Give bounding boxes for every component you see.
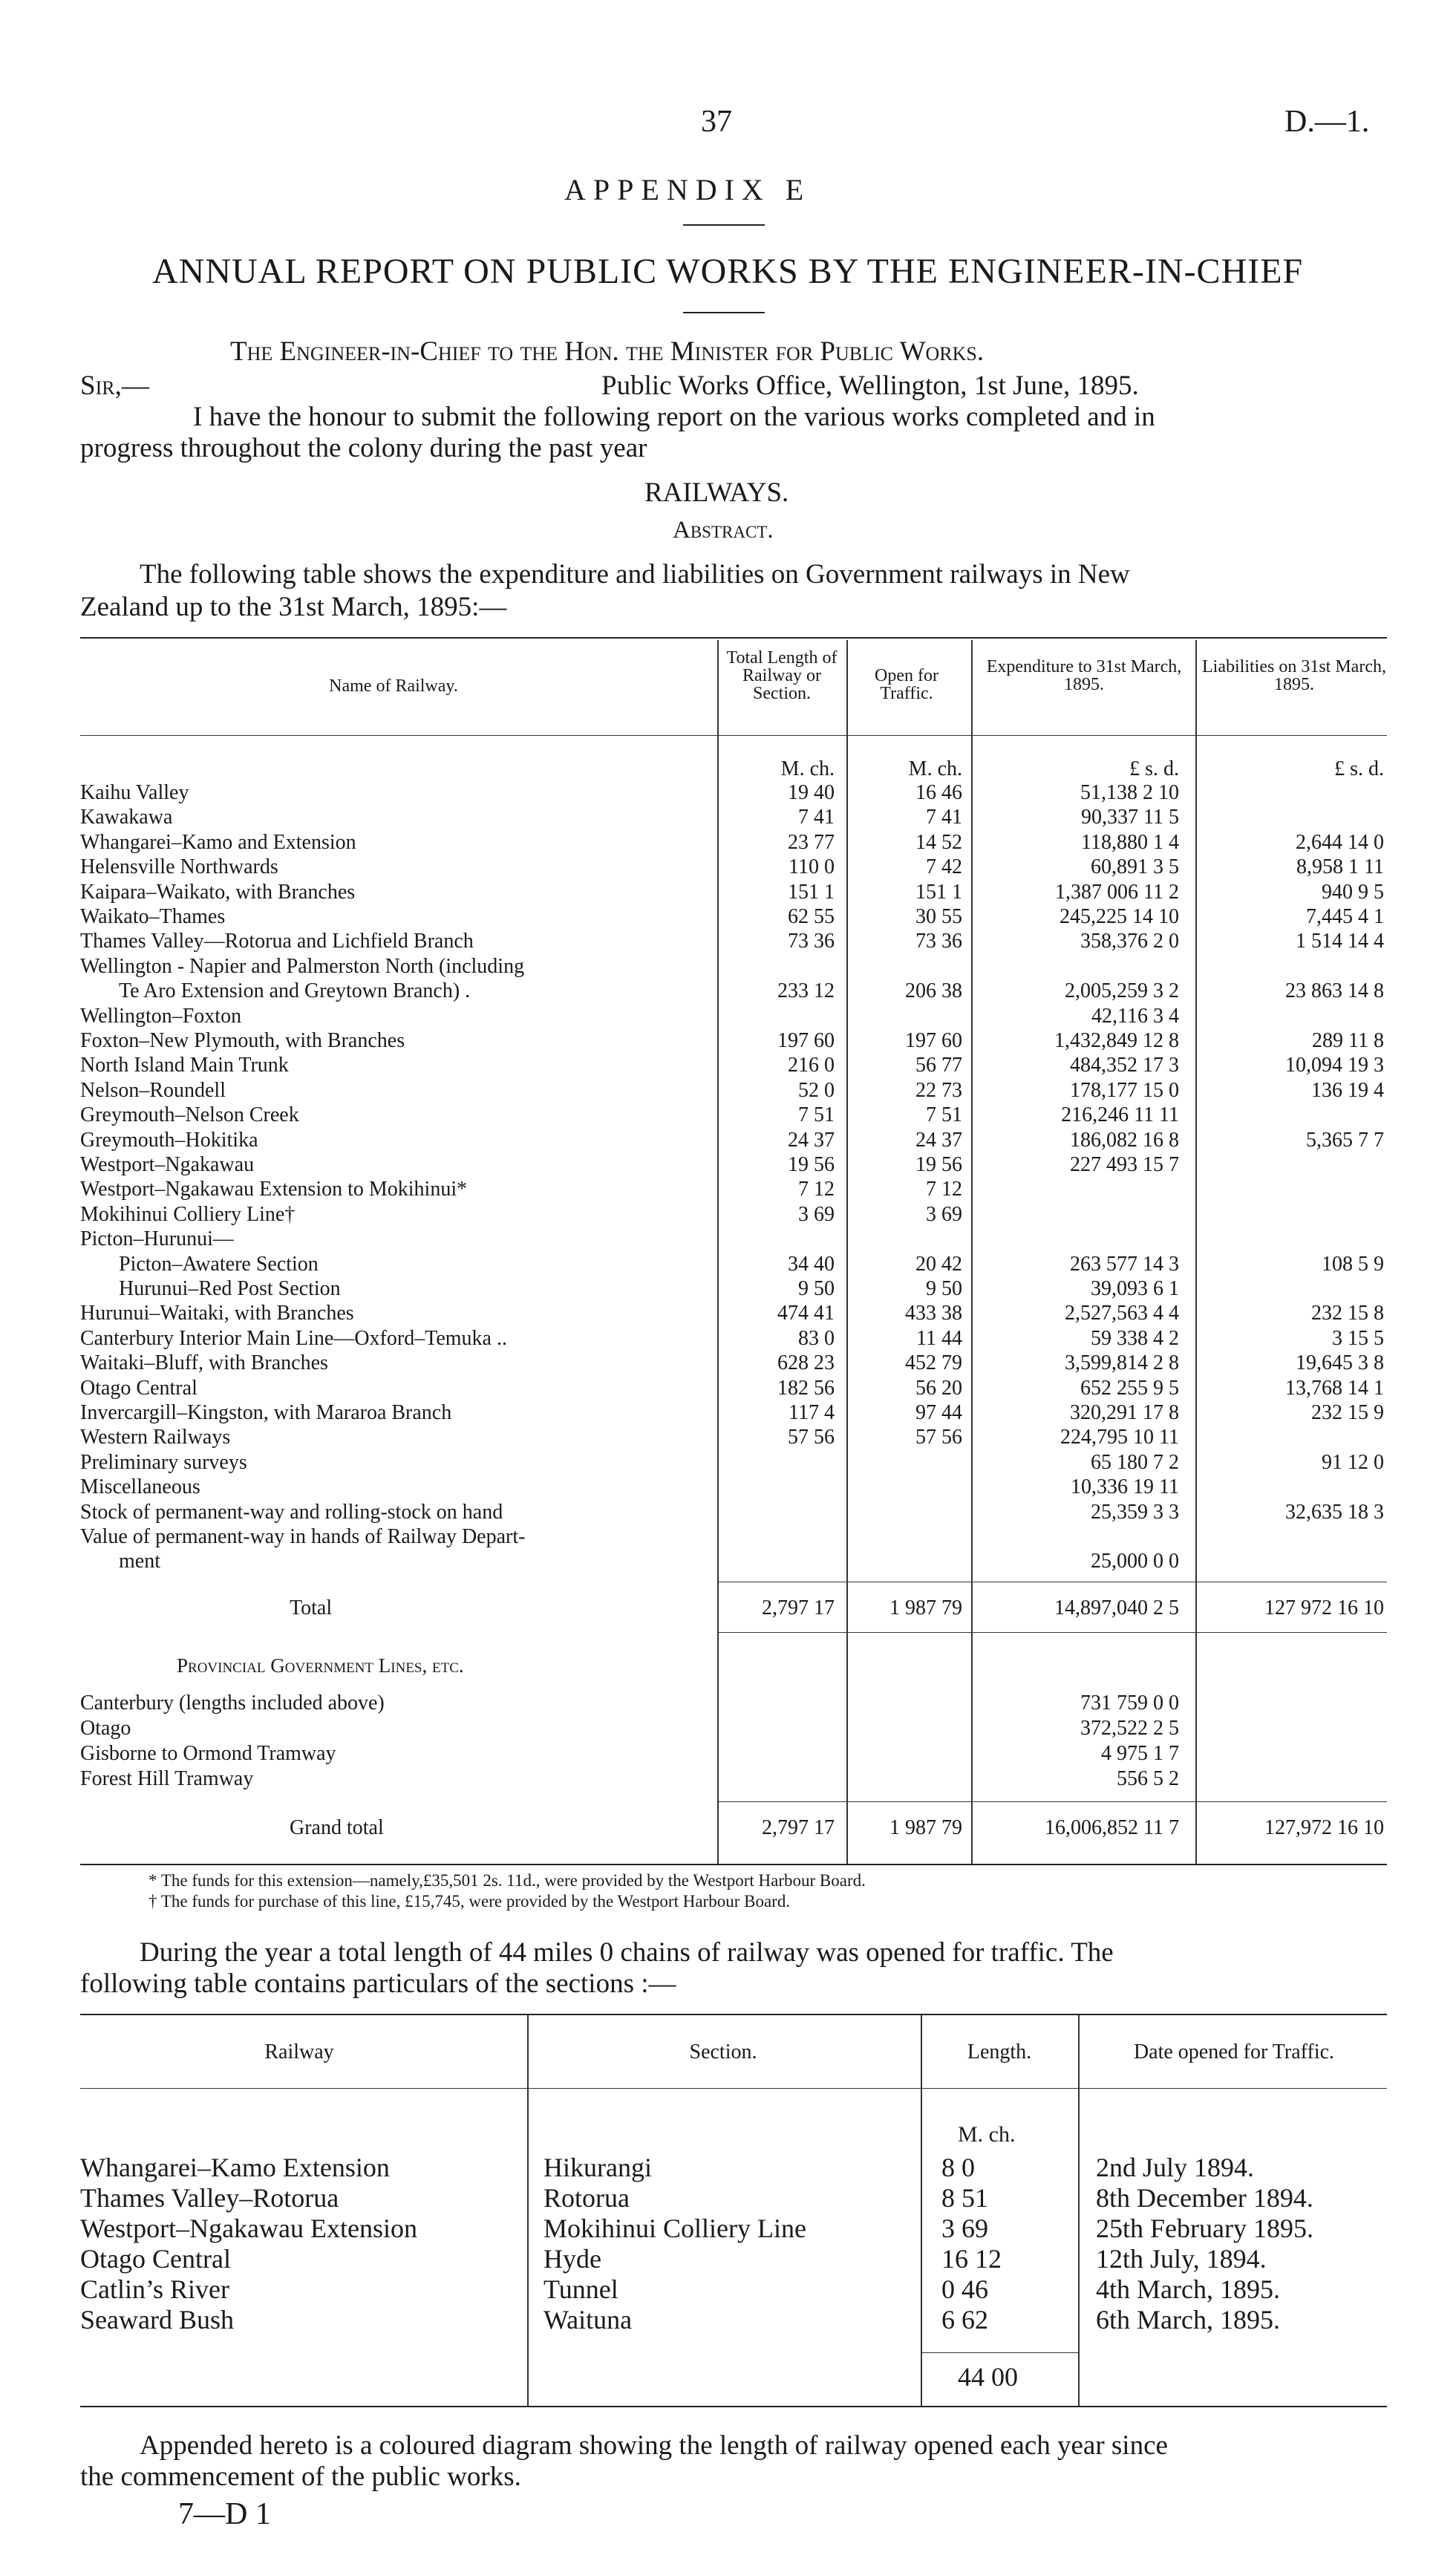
railway-open-length: 56 20 (915, 1377, 962, 1400)
railway-open-length: 16 46 (915, 781, 962, 804)
railway-name: Hurunui–Red Post Section (119, 1277, 341, 1300)
column-divider (846, 640, 848, 1865)
railway-expenditure: 186,082 16 8 (1070, 1129, 1179, 1152)
column-header-liabilities: Liabilities on 31st March, 1895. (1202, 657, 1386, 694)
railway-liabilities: 136 19 4 (1311, 1079, 1384, 1102)
grand-total-open: 1 987 79 (889, 1816, 962, 1839)
railway-expenditure: 3,599,814 2 8 (1065, 1351, 1179, 1374)
unit-label: £ s. d. (1129, 757, 1179, 780)
opened-intro-line-1: During the year a total length of 44 miles 0 chains of railway was opened for traffic. The (140, 1937, 1114, 1968)
total-expenditure: 14,897,040 2 5 (1054, 1596, 1179, 1619)
section-railway: Thames Valley–Rotorua (80, 2183, 339, 2213)
unit-label: M. ch. (908, 757, 962, 780)
railway-liabilities: 108 5 9 (1322, 1253, 1384, 1276)
abstract-intro-line-1: The following table shows the expenditure and liabilities on Government railways in New (140, 559, 1130, 590)
railway-expenditure: 216,246 11 11 (1061, 1103, 1179, 1126)
railway-length: 19 40 (788, 781, 835, 804)
railway-liabilities: 23 863 14 8 (1285, 979, 1384, 1002)
provincial-line-name: Gisborne to Ormond Tramway (80, 1742, 336, 1765)
railway-name: Helensville Northwards (80, 855, 278, 878)
railway-expenditure: 484,352 17 3 (1070, 1054, 1179, 1077)
table-bottom-rule (80, 1864, 1387, 1865)
grand-total-expenditure: 16,006,852 11 7 (1045, 1816, 1179, 1839)
appendix-heading: APPENDIX E (564, 173, 812, 206)
railway-open-length: 14 52 (915, 831, 962, 854)
railway-name: Waikato–Thames (80, 905, 226, 928)
section-name: Hikurangi (543, 2153, 652, 2182)
railway-expenditure: 39,093 6 1 (1091, 1277, 1179, 1300)
section-railway: Whangarei–Kamo Extension (80, 2153, 390, 2182)
railway-name: Te Aro Extension and Greytown Branch) . (119, 979, 471, 1002)
railway-open-length: 22 73 (915, 1079, 962, 1102)
railway-expenditure: 227 493 15 7 (1070, 1153, 1179, 1176)
total-rule (717, 1632, 1387, 1633)
column-divider (1195, 640, 1197, 1865)
railway-open-length: 11 44 (916, 1327, 962, 1350)
railway-name: Preliminary surveys (80, 1451, 247, 1474)
railway-expenditure: 59 338 4 2 (1091, 1327, 1179, 1350)
railway-length: 151 1 (788, 881, 835, 904)
salutation: Sir,— (80, 371, 149, 401)
column-header-open: Open for Traffic. (875, 666, 938, 703)
total-length: 2,797 17 (762, 1596, 835, 1619)
table2-unit-label: M. ch. (958, 2122, 1016, 2147)
column-header-expenditure: Expenditure to 31st March, 1895. (986, 657, 1182, 694)
railway-expenditure: 42,116 3 4 (1091, 1005, 1179, 1028)
railway-open-length: 57 56 (915, 1426, 962, 1449)
provincial-line-name: Canterbury (lengths included above) (80, 1691, 385, 1715)
railway-expenditure: 1,432,849 12 8 (1054, 1029, 1179, 1052)
railway-open-length: 151 1 (915, 881, 962, 904)
section-date-opened: 25th February 1895. (1096, 2213, 1313, 2243)
provincial-line-name: Forest Hill Tramway (80, 1767, 254, 1790)
signature-mark: 7—D 1 (178, 2497, 271, 2531)
abstract-heading: Abstract. (673, 517, 774, 544)
railway-name: North Island Main Trunk (80, 1054, 289, 1077)
section-railway: Seaward Bush (80, 2305, 234, 2335)
closing-line-1: Appended hereto is a coloured diagram showing the length of railway opened each year since (140, 2430, 1168, 2461)
table2-total-length: 44 00 (958, 2362, 1018, 2392)
railway-open-length: 7 12 (926, 1178, 962, 1201)
footnote: * The funds for this extension—namely,£35,501 2s. 11d., were provided by the Westport Harbour Board. (148, 1871, 866, 1890)
railway-name: Greymouth–Nelson Creek (80, 1103, 299, 1126)
railway-length: 23 77 (788, 831, 835, 854)
railway-length: 7 12 (798, 1178, 835, 1201)
section-length: 8 51 (941, 2183, 988, 2213)
column-divider (527, 2015, 529, 2406)
table2-header-railway: Railway (264, 2040, 334, 2064)
table2-bottom-rule (80, 2406, 1387, 2407)
grand-total-liabilities: 127,972 16 10 (1264, 1816, 1384, 1839)
section-name: Hyde (543, 2244, 601, 2274)
section-date-opened: 4th March, 1895. (1096, 2274, 1280, 2304)
railway-open-length: 7 42 (926, 855, 962, 878)
railway-name: Wellington–Foxton (80, 1005, 242, 1028)
railway-length: 52 0 (798, 1079, 835, 1102)
railway-length: 73 36 (788, 930, 835, 953)
railway-expenditure: 358,376 2 0 (1080, 930, 1179, 953)
railway-liabilities: 91 12 0 (1322, 1451, 1384, 1474)
divider (683, 224, 765, 226)
railway-name: ment (119, 1550, 160, 1573)
table2-header-section: Section. (689, 2040, 757, 2064)
railway-liabilities: 5,365 7 7 (1306, 1129, 1384, 1152)
provincial-line-expenditure: 4 975 1 7 (1101, 1742, 1179, 1765)
railway-open-length: 56 77 (915, 1054, 962, 1077)
section-date-opened: 8th December 1894. (1096, 2183, 1313, 2213)
railway-expenditure: 2,005,259 3 2 (1065, 979, 1179, 1002)
table-header-rule (80, 735, 1387, 736)
railway-length: 83 0 (798, 1327, 835, 1350)
provincial-line-name: Otago (80, 1717, 131, 1740)
railway-length: 34 40 (788, 1253, 835, 1276)
railway-open-length: 452 79 (905, 1351, 962, 1374)
railway-name: Thames Valley—Rotorua and Lichfield Branch (80, 930, 474, 953)
section-railway: Otago Central (80, 2244, 231, 2274)
railway-length: 7 41 (798, 806, 835, 829)
railway-expenditure: 320,291 17 8 (1070, 1401, 1179, 1424)
railway-expenditure: 263 577 14 3 (1070, 1253, 1179, 1276)
section-name: Mokihinui Colliery Line (543, 2213, 806, 2243)
table2-top-rule (80, 2014, 1387, 2015)
railway-open-length: 3 69 (926, 1203, 962, 1226)
railway-length: 110 0 (789, 855, 835, 878)
intro-paragraph-line-1: I have the honour to submit the following report on the various works completed and in (193, 402, 1155, 432)
column-header-name: Name of Railway. (329, 676, 458, 696)
railway-open-length: 20 42 (915, 1253, 962, 1276)
railway-expenditure: 10,336 19 11 (1071, 1475, 1179, 1498)
provincial-line-expenditure: 556 5 2 (1117, 1767, 1179, 1790)
railway-length: 233 12 (777, 979, 835, 1002)
railway-liabilities: 940 9 5 (1322, 881, 1384, 904)
railway-length: 3 69 (798, 1203, 835, 1226)
document-reference: D.—1. (1284, 105, 1370, 139)
total-liabilities: 127 972 16 10 (1264, 1596, 1384, 1619)
railway-liabilities: 10,094 19 3 (1285, 1054, 1384, 1077)
railway-expenditure: 60,891 3 5 (1091, 855, 1179, 878)
railway-liabilities: 289 11 8 (1312, 1029, 1384, 1052)
railway-name: Invercargill–Kingston, with Mararoa Branch (80, 1401, 452, 1424)
column-divider (1078, 2015, 1080, 2406)
column-divider (717, 640, 719, 1865)
railway-length: 216 0 (788, 1054, 835, 1077)
railway-expenditure: 224,795 10 11 (1060, 1426, 1179, 1449)
railway-expenditure: 1,387 006 11 2 (1055, 881, 1179, 904)
table2-header-rule (80, 2088, 1387, 2089)
section-name: Rotorua (543, 2183, 630, 2213)
railway-name: Westport–Ngakawau Extension to Mokihinui* (80, 1178, 468, 1201)
section-railway: Catlin’s River (80, 2274, 229, 2304)
railway-open-length: 19 56 (915, 1153, 962, 1176)
railway-liabilities: 232 15 8 (1311, 1302, 1384, 1325)
railway-open-length: 7 41 (926, 806, 962, 829)
railway-expenditure: 25,000 0 0 (1091, 1550, 1179, 1573)
railway-name: Westport–Ngakawau (80, 1153, 255, 1176)
unit-label: M. ch. (780, 757, 835, 780)
total-label: Total (290, 1596, 333, 1619)
grand-total-label: Grand total (290, 1816, 384, 1839)
railway-length: 57 56 (788, 1426, 835, 1449)
railway-name: Hurunui–Waitaki, with Branches (80, 1302, 354, 1325)
railway-liabilities: 2,644 14 0 (1296, 831, 1384, 854)
railway-length: 182 56 (777, 1377, 835, 1400)
railway-name: Canterbury Interior Main Line—Oxford–Temuka .. (80, 1327, 507, 1350)
railway-length: 9 50 (798, 1277, 835, 1300)
section-length: 16 12 (941, 2244, 1002, 2274)
railway-name: Stock of permanent-way and rolling-stock on hand (80, 1501, 503, 1524)
railway-name: Greymouth–Hokitika (80, 1129, 258, 1152)
railway-length: 117 4 (789, 1401, 835, 1424)
railway-length: 24 37 (788, 1129, 835, 1152)
railway-name: Wellington - Napier and Palmerston North (including (80, 955, 525, 978)
railway-length: 474 41 (777, 1302, 835, 1325)
column-divider (921, 2015, 922, 2406)
intro-paragraph-line-2: progress throughout the colony during the past year (80, 433, 647, 463)
provincial-heading: Provincial Government Lines, etc. (177, 1654, 464, 1677)
railway-open-length: 24 37 (915, 1129, 962, 1152)
railway-open-length: 433 38 (905, 1302, 962, 1325)
railway-name: Picton–Hurunui— (80, 1227, 234, 1250)
railway-name: Value of permanent-way in hands of Railway Depart- (80, 1525, 526, 1548)
table2-header-length: Length. (967, 2040, 1032, 2064)
railway-name: Kaipara–Waikato, with Branches (80, 881, 356, 904)
railway-name: Foxton–New Plymouth, with Branches (80, 1029, 405, 1052)
railway-name: Kawakawa (80, 806, 173, 829)
table2-total-rule (921, 2352, 1078, 2353)
railway-expenditure: 51,138 2 10 (1080, 781, 1179, 804)
table-top-rule (80, 637, 1387, 639)
railway-open-length: 73 36 (915, 930, 962, 953)
railway-expenditure: 25,359 3 3 (1091, 1501, 1179, 1524)
unit-label: £ s. d. (1334, 757, 1384, 780)
report-title: ANNUAL REPORT ON PUBLIC WORKS BY THE ENGINEER-IN-CHIEF (152, 252, 1304, 291)
railway-open-length: 197 60 (905, 1029, 962, 1052)
railway-liabilities: 1 514 14 4 (1296, 930, 1384, 953)
railway-open-length: 97 44 (915, 1401, 962, 1424)
table2-header-date: Date opened for Traffic. (1133, 2040, 1335, 2064)
abstract-intro-line-2: Zealand up to the 31st March, 1895:— (80, 592, 507, 622)
railway-name: Mokihinui Colliery Line† (80, 1203, 296, 1226)
railway-name: Waitaki–Bluff, with Branches (80, 1351, 328, 1374)
section-name: Tunnel (543, 2274, 618, 2304)
grand-total-length: 2,797 17 (762, 1816, 835, 1839)
railway-open-length: 206 38 (905, 979, 962, 1002)
railway-liabilities: 3 15 5 (1332, 1327, 1384, 1350)
railway-length: 628 23 (777, 1351, 835, 1374)
section-date-opened: 12th July, 1894. (1096, 2244, 1267, 2274)
section-length: 3 69 (941, 2213, 988, 2243)
railway-name: Miscellaneous (80, 1475, 200, 1498)
opened-intro-line-2: following table contains particulars of the sections :— (80, 1968, 676, 1999)
section-length: 0 46 (941, 2274, 988, 2304)
railway-liabilities: 19,645 3 8 (1296, 1351, 1384, 1374)
footnote: † The funds for purchase of this line, £15,745, were provided by the Westport Harbour Board. (148, 1892, 791, 1911)
railway-name: Otago Central (80, 1377, 197, 1400)
railway-expenditure: 65 180 7 2 (1091, 1451, 1179, 1474)
column-header-length: Total Length of Railway or Section. (726, 648, 838, 703)
column-divider (971, 640, 973, 1865)
railway-expenditure: 2,527,563 4 4 (1065, 1302, 1179, 1325)
page-number: 37 (701, 105, 732, 139)
section-length: 6 62 (941, 2305, 988, 2335)
section-date-opened: 2nd July 1894. (1096, 2153, 1255, 2182)
railway-expenditure: 178,177 15 0 (1070, 1079, 1179, 1102)
railway-name: Picton–Awatere Section (119, 1253, 319, 1276)
section-length: 8 0 (941, 2153, 975, 2182)
railway-length: 19 56 (788, 1153, 835, 1176)
provincial-line-expenditure: 731 759 0 0 (1080, 1691, 1179, 1715)
railway-liabilities: 232 15 9 (1311, 1401, 1384, 1424)
railway-liabilities: 32,635 18 3 (1285, 1501, 1384, 1524)
railway-name: Kaihu Valley (80, 781, 189, 804)
railway-liabilities: 7,445 4 1 (1306, 905, 1384, 928)
railway-name: Western Railways (80, 1426, 231, 1449)
closing-line-2: the commencement of the public works. (80, 2462, 521, 2492)
grand-total-rule (717, 1801, 1387, 1802)
railway-expenditure: 652 255 9 5 (1080, 1377, 1179, 1400)
railway-name: Whangarei–Kamo and Extension (80, 831, 356, 854)
divider (683, 312, 765, 313)
railway-expenditure: 245,225 14 10 (1060, 905, 1179, 928)
letter-address: The Engineer-in-Chief to the Hon. the Minister for Public Works. (230, 336, 985, 367)
railway-liabilities: 13,768 14 1 (1285, 1377, 1384, 1400)
railway-liabilities: 8,958 1 11 (1296, 855, 1384, 878)
railway-name: Nelson–Roundell (80, 1079, 226, 1102)
railway-length: 197 60 (777, 1029, 835, 1052)
section-name: Waituna (543, 2305, 633, 2335)
railway-open-length: 7 51 (926, 1103, 962, 1126)
railways-heading: RAILWAYS. (644, 477, 789, 508)
railway-length: 62 55 (788, 905, 835, 928)
railway-expenditure: 118,880 1 4 (1081, 831, 1179, 854)
provincial-line-expenditure: 372,522 2 5 (1080, 1717, 1179, 1740)
railway-open-length: 9 50 (926, 1277, 962, 1300)
railway-open-length: 30 55 (915, 905, 962, 928)
total-open: 1 987 79 (889, 1596, 962, 1619)
section-railway: Westport–Ngakawau Extension (80, 2213, 417, 2243)
railway-expenditure: 90,337 11 5 (1081, 806, 1179, 829)
office-dateline: Public Works Office, Wellington, 1st June, 1895. (601, 371, 1139, 401)
section-date-opened: 6th March, 1895. (1096, 2305, 1280, 2335)
railway-length: 7 51 (798, 1103, 835, 1126)
